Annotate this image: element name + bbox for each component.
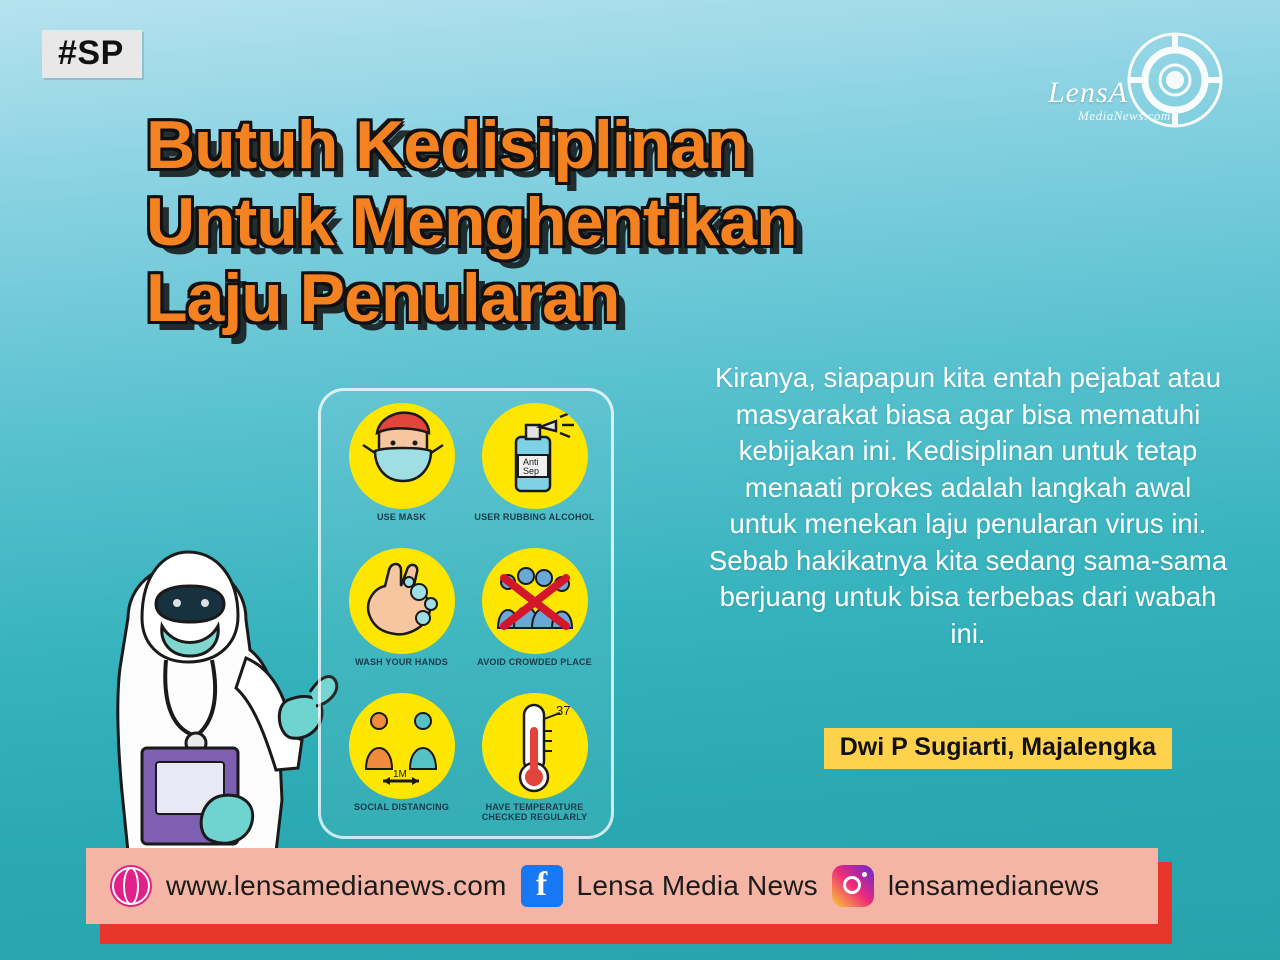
infographic-label: AVOID CROWDED PLACE bbox=[477, 657, 592, 667]
infographic-label: SOCIAL DISTANCING bbox=[353, 802, 450, 812]
washing-hands-icon bbox=[349, 548, 455, 654]
infographic-item-use-mask bbox=[339, 399, 465, 544]
headline-line-2: Untuk Menghentikan bbox=[146, 183, 797, 260]
page-title bbox=[146, 107, 906, 342]
infographic-item-temperature bbox=[472, 689, 598, 834]
thermometer-icon bbox=[482, 693, 588, 799]
infographic-label: HAVE TEMPERATURE CHECKED REGULARLY bbox=[481, 802, 588, 822]
hand-sanitizer-spray-icon bbox=[482, 403, 588, 509]
avoid-crowd-icon bbox=[482, 548, 588, 654]
brand-logo bbox=[1042, 28, 1232, 138]
infographic-item-social-distancing bbox=[339, 689, 465, 834]
body-paragraph: Kiranya, siapapun kita entah pejabat atau masyarakat biasa agar bisa mematuhi kebijakan ini. Kedisiplinan untuk tetap menaati prokes adalah langkah awal untuk menekan laju penularan virus ini. Sebab hakikatnya kita sedang sama-sama berjuang untuk bisa terbebas dari wabah ini. bbox=[708, 362, 1228, 649]
instagram-text[interactable]: lensamedianews bbox=[887, 870, 1100, 901]
svg-text:Sep: Sep bbox=[522, 466, 539, 476]
instagram-icon[interactable] bbox=[832, 865, 874, 907]
social-distancing-icon bbox=[349, 693, 455, 799]
sp-tag: #SP bbox=[42, 30, 142, 78]
facebook-icon[interactable]: f bbox=[521, 865, 563, 907]
face-mask-icon bbox=[349, 403, 455, 509]
svg-text:1M: 1M bbox=[392, 769, 407, 780]
logo-wordmark: LensA bbox=[1048, 76, 1128, 109]
infographic-label: USER RUBBING ALCOHOL bbox=[474, 512, 595, 522]
doctor-illustration bbox=[70, 500, 340, 860]
prevention-infographic bbox=[318, 388, 614, 839]
byline-badge: Dwi P Sugiarti, Majalengka bbox=[824, 728, 1172, 769]
svg-text:Anti: Anti bbox=[522, 457, 539, 467]
logo-subtitle: MediaNews.com bbox=[1078, 108, 1171, 123]
headline-line-3: Laju Penularan bbox=[146, 260, 620, 337]
svg-text:37: 37 bbox=[555, 703, 570, 718]
footer-bar bbox=[86, 848, 1158, 924]
facebook-text[interactable]: Lensa Media News bbox=[576, 870, 818, 901]
infographic-label: WASH YOUR HANDS bbox=[355, 657, 448, 667]
infographic-item-sanitizer bbox=[472, 399, 598, 544]
infographic-item-wash-hands bbox=[339, 544, 465, 689]
headline-line-1: Butuh Kedisiplinan bbox=[146, 107, 748, 183]
infographic-label: USE MASK bbox=[376, 512, 427, 522]
globe-icon bbox=[110, 865, 152, 907]
website-text[interactable]: www.lensamedianews.com bbox=[166, 870, 507, 901]
infographic-item-avoid-crowd bbox=[472, 544, 598, 689]
